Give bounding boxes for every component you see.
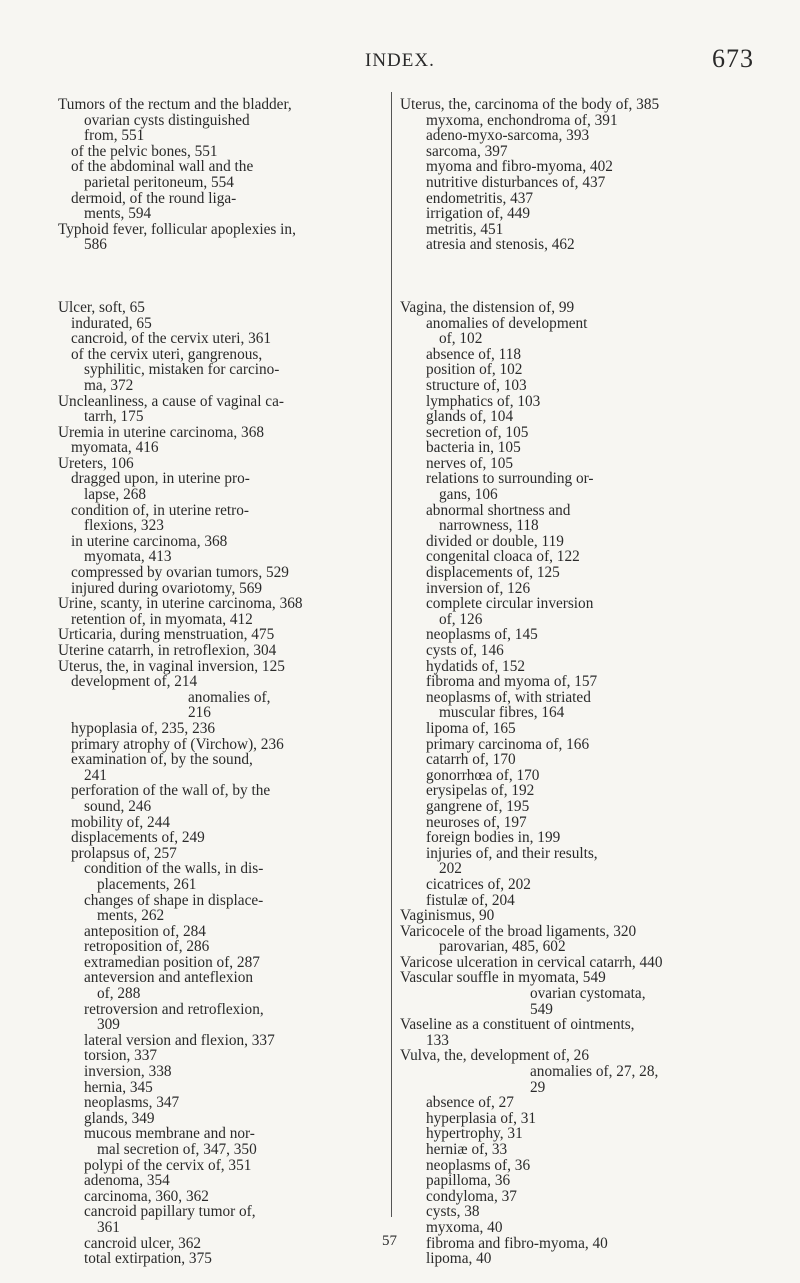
index-heading: Vaginismus, 90: [400, 907, 495, 925]
index-subentry: cancroid papillary tumor of,: [84, 1203, 256, 1221]
index-subentry: hernia, 345: [84, 1078, 153, 1096]
index-heading: Tumors of the rectum and the bladder,: [58, 96, 292, 113]
index-subentry: primary carcinoma of, 166: [426, 735, 590, 753]
index-subentry: lapse, 268: [84, 486, 147, 504]
index-subentry: cancroid ulcer, 362: [84, 1234, 202, 1252]
index-subentry: cysts of, 146: [426, 642, 504, 659]
index-subentry: muscular fibres, 164: [439, 704, 565, 722]
index-subentry: erysipelas of, 192: [426, 782, 535, 800]
index-subentry: atresia and stenosis, 462: [426, 236, 575, 254]
index-column-left: [58, 97, 384, 1267]
index-subentry: position of, 102: [426, 361, 523, 379]
index-subentry: anomalies of, 27, 28,: [530, 1063, 659, 1081]
index-subentry: cancroid, of the cervix uteri, 361: [71, 330, 272, 348]
index-subentry: injuries of, and their results,: [426, 844, 598, 862]
index-subentry: lateral version and flexion, 337: [84, 1031, 275, 1049]
index-subentry: 216: [188, 704, 211, 722]
index-subentry: hyperplasia of, 31: [426, 1109, 537, 1127]
index-subentry: 549: [530, 1000, 553, 1018]
index-subentry: divided or double, 119: [426, 532, 564, 550]
index-block: [400, 97, 730, 253]
index-subentry: absence of, 27: [426, 1094, 514, 1112]
index-subentry: hypoplasia of, 235, 236: [71, 719, 216, 737]
index-subentry: mucous membrane and nor-: [84, 1125, 255, 1143]
index-subentry: metritis, 451: [426, 220, 504, 238]
section-gap: [400, 253, 730, 300]
index-subentry: lipoma of, 165: [426, 719, 516, 737]
index-subentry: flexions, 323: [84, 517, 164, 535]
index-subentry: parovarian, 485, 602: [439, 938, 566, 956]
index-heading: Uncleanliness, a cause of vaginal ca-: [58, 392, 284, 410]
index-subentry: of the pelvic bones, 551: [71, 142, 218, 160]
index-subentry: condyloma, 37: [426, 1187, 517, 1205]
index-subentry: hypertrophy, 31: [426, 1125, 523, 1143]
index-subentry: abnormal shortness and: [426, 501, 571, 519]
index-subentry: gangrene of, 195: [426, 797, 530, 815]
index-subentry: syphilitic, mistaken for carcino-: [84, 361, 280, 379]
index-subentry: gonorrhœa of, 170: [426, 766, 540, 784]
index-subentry: anteversion and anteflexion: [84, 969, 254, 987]
index-subentry: retroposition of, 286: [84, 938, 210, 956]
index-subentry: secretion of, 105: [426, 423, 529, 441]
index-subentry: examination of, by the sound,: [71, 751, 253, 769]
index-subentry: catarrh of, 170: [426, 751, 516, 769]
index-heading: Varicose ulceration in cervical catarrh, 440: [400, 953, 663, 971]
index-subentry: retention of, in myomata, 412: [71, 610, 253, 628]
index-subentry: congenital cloaca of, 122: [426, 548, 580, 566]
index-subentry: compressed by ovarian tumors, 529: [71, 564, 289, 582]
index-subentry: cicatrices of, 202: [426, 875, 531, 893]
index-heading: Uterus, the, in vaginal inversion, 125: [58, 657, 285, 675]
index-subentry: polypi of the cervix of, 351: [84, 1156, 252, 1174]
index-subentry: displacements of, 249: [71, 829, 205, 847]
index-heading: Uremia in uterine carcinoma, 368: [58, 423, 265, 441]
index-subentry: anteposition of, 284: [84, 922, 206, 940]
index-subentry: carcinoma, 360, 362: [84, 1187, 209, 1205]
index-subentry: parietal peritoneum, 554: [84, 173, 234, 191]
index-subentry: nerves of, 105: [426, 454, 514, 472]
index-subentry: ments, 262: [97, 907, 165, 925]
index-subentry: neoplasms of, with striated: [426, 688, 591, 706]
index-subentry: anomalies of,: [188, 688, 271, 706]
index-subentry: retroversion and retroflexion,: [84, 1000, 264, 1018]
index-subentry: narrowness, 118: [439, 517, 539, 535]
index-subentry: injured during ovariotomy, 569: [71, 579, 263, 597]
index-subentry: cysts, 38: [426, 1203, 480, 1221]
index-subentry: bacteria in, 105: [426, 439, 521, 457]
section-gap: [58, 253, 384, 300]
index-heading: Vulva, the, development of, 26: [400, 1047, 589, 1065]
index-subentry: anomalies of development: [426, 314, 588, 332]
page-header: [0, 0, 800, 90]
index-subentry: of the cervix uteri, gangrenous,: [71, 345, 263, 363]
index-heading: Typhoid fever, follicular apoplexies in,: [58, 220, 296, 238]
index-subentry: foreign bodies in, 199: [426, 829, 561, 847]
index-subentry: primary atrophy of (Virchow), 236: [71, 735, 284, 753]
index-subentry: glands of, 104: [426, 408, 514, 426]
index-heading: Varicocele of the broad ligaments, 320: [400, 922, 637, 940]
index-subentry: prolapsus of, 257: [71, 844, 177, 862]
index-subentry: relations to surrounding or-: [426, 470, 594, 488]
index-subentry: condition of the walls, in dis-: [84, 860, 264, 878]
index-subentry: condition of, in uterine retro-: [71, 501, 249, 519]
index-subentry: mobility of, 244: [71, 813, 171, 831]
index-subentry: neoplasms, 347: [84, 1094, 180, 1112]
index-subentry: dermoid, of the round liga-: [71, 189, 237, 207]
index-subentry: gans, 106: [439, 486, 498, 504]
index-subentry: myoma and fibro-myoma, 402: [426, 158, 613, 176]
index-heading: Uterine catarrh, in retroflexion, 304: [58, 642, 277, 659]
index-subentry: 241: [84, 766, 107, 784]
index-subentry: lipoma, 40: [426, 1250, 492, 1268]
index-heading: Urine, scanty, in uterine carcinoma, 368: [58, 595, 303, 613]
index-subentry: inversion, 338: [84, 1063, 172, 1081]
index-subentry: mal secretion of, 347, 350: [97, 1141, 257, 1158]
index-subentry: torsion, 337: [84, 1047, 158, 1065]
index-subentry: inversion of, 126: [426, 579, 531, 597]
index-subentry: myomata, 416: [71, 439, 159, 457]
index-heading: Ureters, 106: [58, 454, 134, 472]
index-subentry: hydatids of, 152: [426, 657, 525, 675]
index-subentry: myomata, 413: [84, 548, 172, 566]
index-subentry: placements, 261: [97, 875, 197, 893]
index-column-right: [400, 97, 730, 1267]
index-subentry: complete circular inversion: [426, 595, 594, 613]
index-subentry: neoplasms of, 36: [426, 1156, 531, 1174]
index-subentry: of, 126: [439, 610, 483, 628]
index-subentry: from, 551: [84, 127, 145, 145]
index-subentry: extramedian position of, 287: [84, 953, 260, 971]
index-heading: Vaseline as a constituent of ointments,: [400, 1016, 635, 1034]
index-subentry: adenoma, 354: [84, 1172, 170, 1190]
index-heading: Vagina, the distension of, 99: [400, 298, 575, 316]
running-head: INDEX.: [365, 50, 435, 71]
index-subentry: ma, 372: [84, 376, 134, 394]
index-subentry: adeno-myxo-sarcoma, 393: [426, 127, 590, 145]
index-subentry: displacements of, 125: [426, 564, 560, 582]
index-subentry: ovarian cysts distinguished: [84, 111, 250, 129]
index-subentry: 29: [530, 1078, 546, 1096]
index-block: [58, 97, 384, 253]
index-subentry: fistulæ of, 204: [426, 891, 515, 909]
index-subentry: dragged upon, in uterine pro-: [71, 470, 250, 488]
index-subentry: irrigation of, 449: [426, 205, 531, 223]
index-subentry: absence of, 118: [426, 345, 522, 363]
index-subentry: in uterine carcinoma, 368: [71, 532, 228, 550]
index-block: [58, 300, 384, 1267]
index-subentry: herniæ of, 33: [426, 1141, 508, 1158]
page-number: 673: [712, 44, 754, 73]
index-subentry: papilloma, 36: [426, 1172, 511, 1190]
index-subentry: of, 288: [97, 985, 141, 1003]
index-subentry: 361: [97, 1218, 120, 1236]
signature-mark: 57: [382, 1233, 397, 1249]
index-subentry: myxoma, enchondroma of, 391: [426, 111, 618, 129]
index-heading: Ulcer, soft, 65: [58, 298, 145, 316]
index-subentry: development of, 214: [71, 673, 198, 691]
index-subentry: 586: [84, 236, 107, 254]
index-subentry: total extirpation, 375: [84, 1250, 212, 1268]
index-subentry: ovarian cystomata,: [530, 985, 646, 1003]
index-subentry: nutritive disturbances of, 437: [426, 173, 606, 191]
index-subentry: structure of, 103: [426, 376, 527, 394]
index-subentry: 309: [97, 1016, 120, 1034]
column-divider: [391, 92, 392, 1217]
index-heading: Vascular souffle in myomata, 549: [400, 969, 606, 987]
index-subentry: of, 102: [439, 330, 483, 348]
index-subentry: 133: [426, 1031, 449, 1049]
index-subentry: neuroses of, 197: [426, 813, 527, 831]
index-subentry: sarcoma, 397: [426, 142, 508, 160]
index-subentry: fibroma and fibro-myoma, 40: [426, 1234, 608, 1252]
index-subentry: of the abdominal wall and the: [71, 158, 254, 176]
index-subentry: glands, 349: [84, 1109, 155, 1127]
index-block: [400, 300, 730, 1267]
index-heading: Urticaria, during menstruation, 475: [58, 626, 275, 644]
index-subentry: changes of shape in displace-: [84, 891, 264, 909]
index-subentry: myxoma, 40: [426, 1218, 503, 1236]
index-subentry: sound, 246: [84, 797, 152, 815]
index-subentry: tarrh, 175: [84, 408, 144, 426]
index-subentry: lymphatics of, 103: [426, 392, 541, 410]
index-subentry: 202: [439, 860, 462, 878]
index-subentry: fibroma and myoma of, 157: [426, 673, 598, 691]
index-subentry: ments, 594: [84, 205, 152, 223]
index-subentry: perforation of the wall of, by the: [71, 782, 271, 800]
index-subentry: indurated, 65: [71, 314, 152, 332]
index-subentry: endometritis, 437: [426, 189, 534, 207]
index-heading: Uterus, the, carcinoma of the body of, 385: [400, 96, 660, 113]
index-subentry: neoplasms of, 145: [426, 626, 538, 644]
